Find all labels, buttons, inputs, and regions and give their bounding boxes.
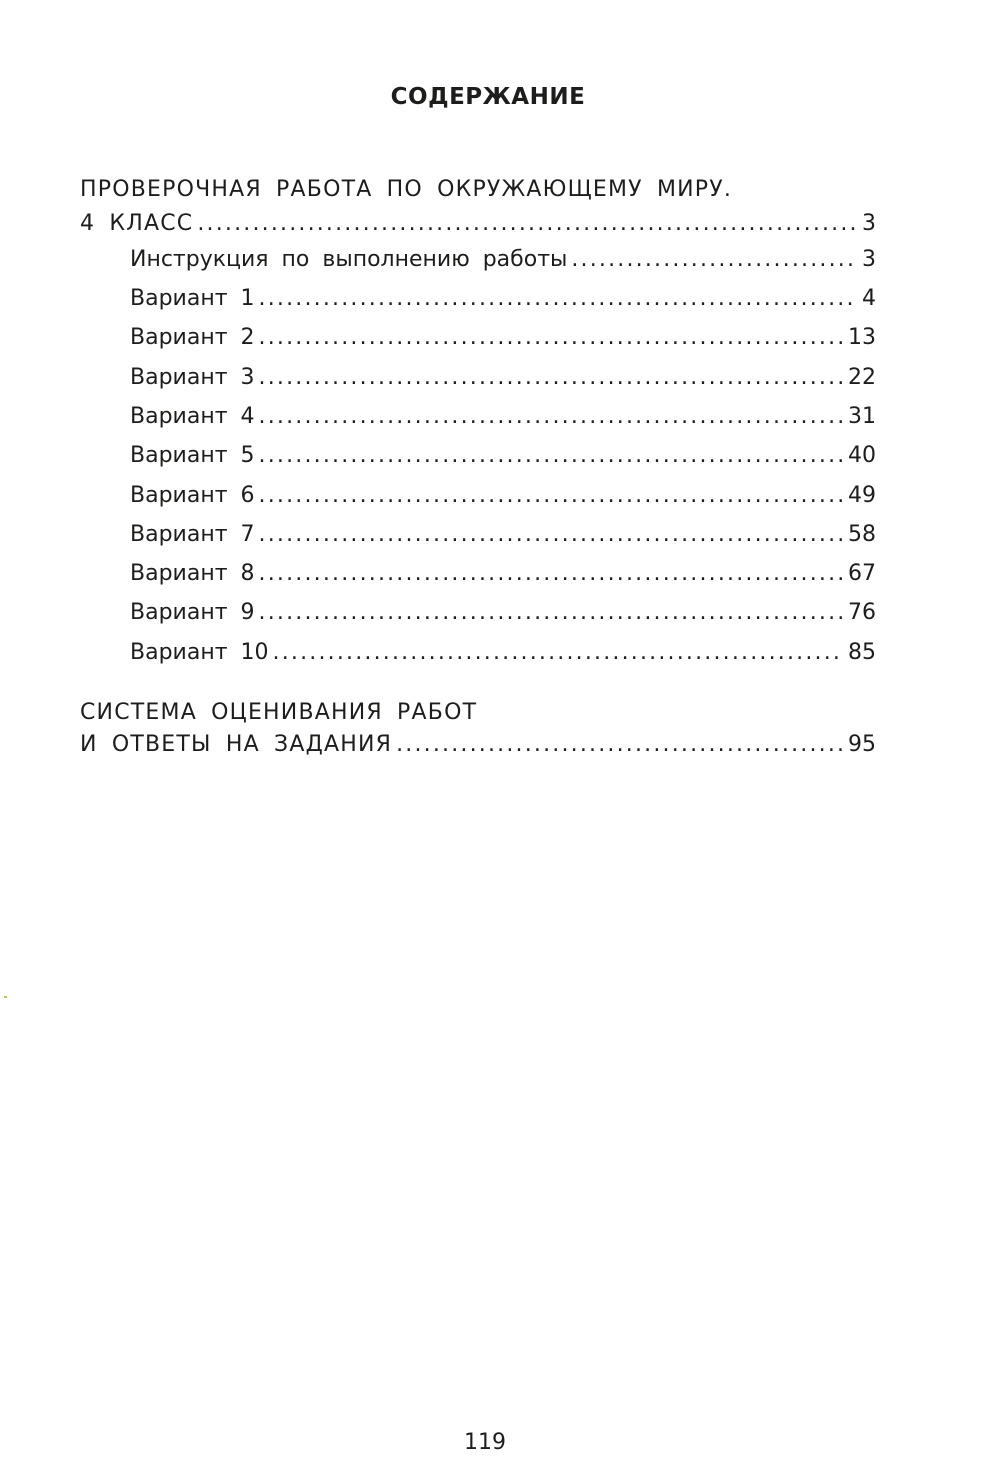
dot-leader [259, 481, 844, 511]
entry-label: Вариант 10 [130, 640, 269, 665]
entry-label: Вариант 6 [130, 483, 255, 508]
entry-page-number: 58 [848, 522, 876, 547]
toc-entry[interactable] [130, 520, 876, 550]
toc-entry-section[interactable] [80, 730, 876, 760]
entry-label: Вариант 8 [130, 561, 255, 586]
entry-page-number: 40 [848, 443, 876, 468]
dot-leader [571, 245, 858, 275]
entry-page-number: 4 [862, 286, 876, 311]
section-heading: ПРОВЕРОЧНАЯ РАБОТА ПО ОКРУЖАЮЩЕМУ МИРУ. [80, 177, 733, 202]
page-number: 119 [464, 1430, 506, 1455]
dot-leader [259, 323, 844, 353]
page-title: СОДЕРЖАНИЕ [390, 84, 586, 110]
entry-page-number: 13 [848, 325, 876, 350]
entry-label: Вариант 1 [130, 286, 255, 311]
section-heading-continued: 4 КЛАСС [80, 211, 194, 236]
toc-entry[interactable] [130, 559, 876, 589]
entry-label: Вариант 4 [130, 404, 255, 429]
dot-leader [259, 559, 844, 589]
toc-entry[interactable] [130, 245, 876, 275]
dot-leader [259, 520, 844, 550]
dot-leader [259, 441, 844, 471]
entry-page-number: 49 [848, 483, 876, 508]
toc-entry-section[interactable] [80, 209, 876, 239]
dot-leader [259, 363, 844, 393]
toc-entry[interactable] [130, 363, 876, 393]
section-heading-continued: И ОТВЕТЫ НА ЗАДАНИЯ [80, 732, 393, 757]
entry-page-number: 95 [848, 732, 876, 757]
toc-entry[interactable] [130, 284, 876, 314]
dot-leader [273, 638, 844, 668]
entry-label: Вариант 9 [130, 600, 255, 625]
entry-label: Вариант 2 [130, 325, 255, 350]
entry-page-number: 85 [848, 640, 876, 665]
entry-page-number: 22 [848, 365, 876, 390]
toc-entry[interactable] [130, 441, 876, 471]
entry-label: Вариант 7 [130, 522, 255, 547]
dot-leader [259, 402, 844, 432]
toc-entry[interactable] [130, 638, 876, 668]
entry-page-number: 3 [862, 247, 876, 272]
dot-leader [259, 284, 858, 314]
toc-entry[interactable] [130, 481, 876, 511]
toc-entry[interactable] [130, 598, 876, 628]
entry-page-number: 3 [862, 211, 876, 236]
entry-label: Вариант 5 [130, 443, 255, 468]
entry-label: Вариант 3 [130, 365, 255, 390]
entry-label: Инструкция по выполнению работы [130, 247, 568, 272]
dot-leader [197, 209, 858, 239]
scan-speck [4, 996, 7, 998]
section-heading: СИСТЕМА ОЦЕНИВАНИЯ РАБОТ [80, 700, 478, 725]
entry-page-number: 67 [848, 561, 876, 586]
toc-entry[interactable] [130, 323, 876, 353]
entry-page-number: 31 [848, 404, 876, 429]
toc-entry[interactable] [130, 402, 876, 432]
dot-leader [396, 730, 844, 760]
dot-leader [259, 598, 844, 628]
entry-page-number: 76 [848, 600, 876, 625]
